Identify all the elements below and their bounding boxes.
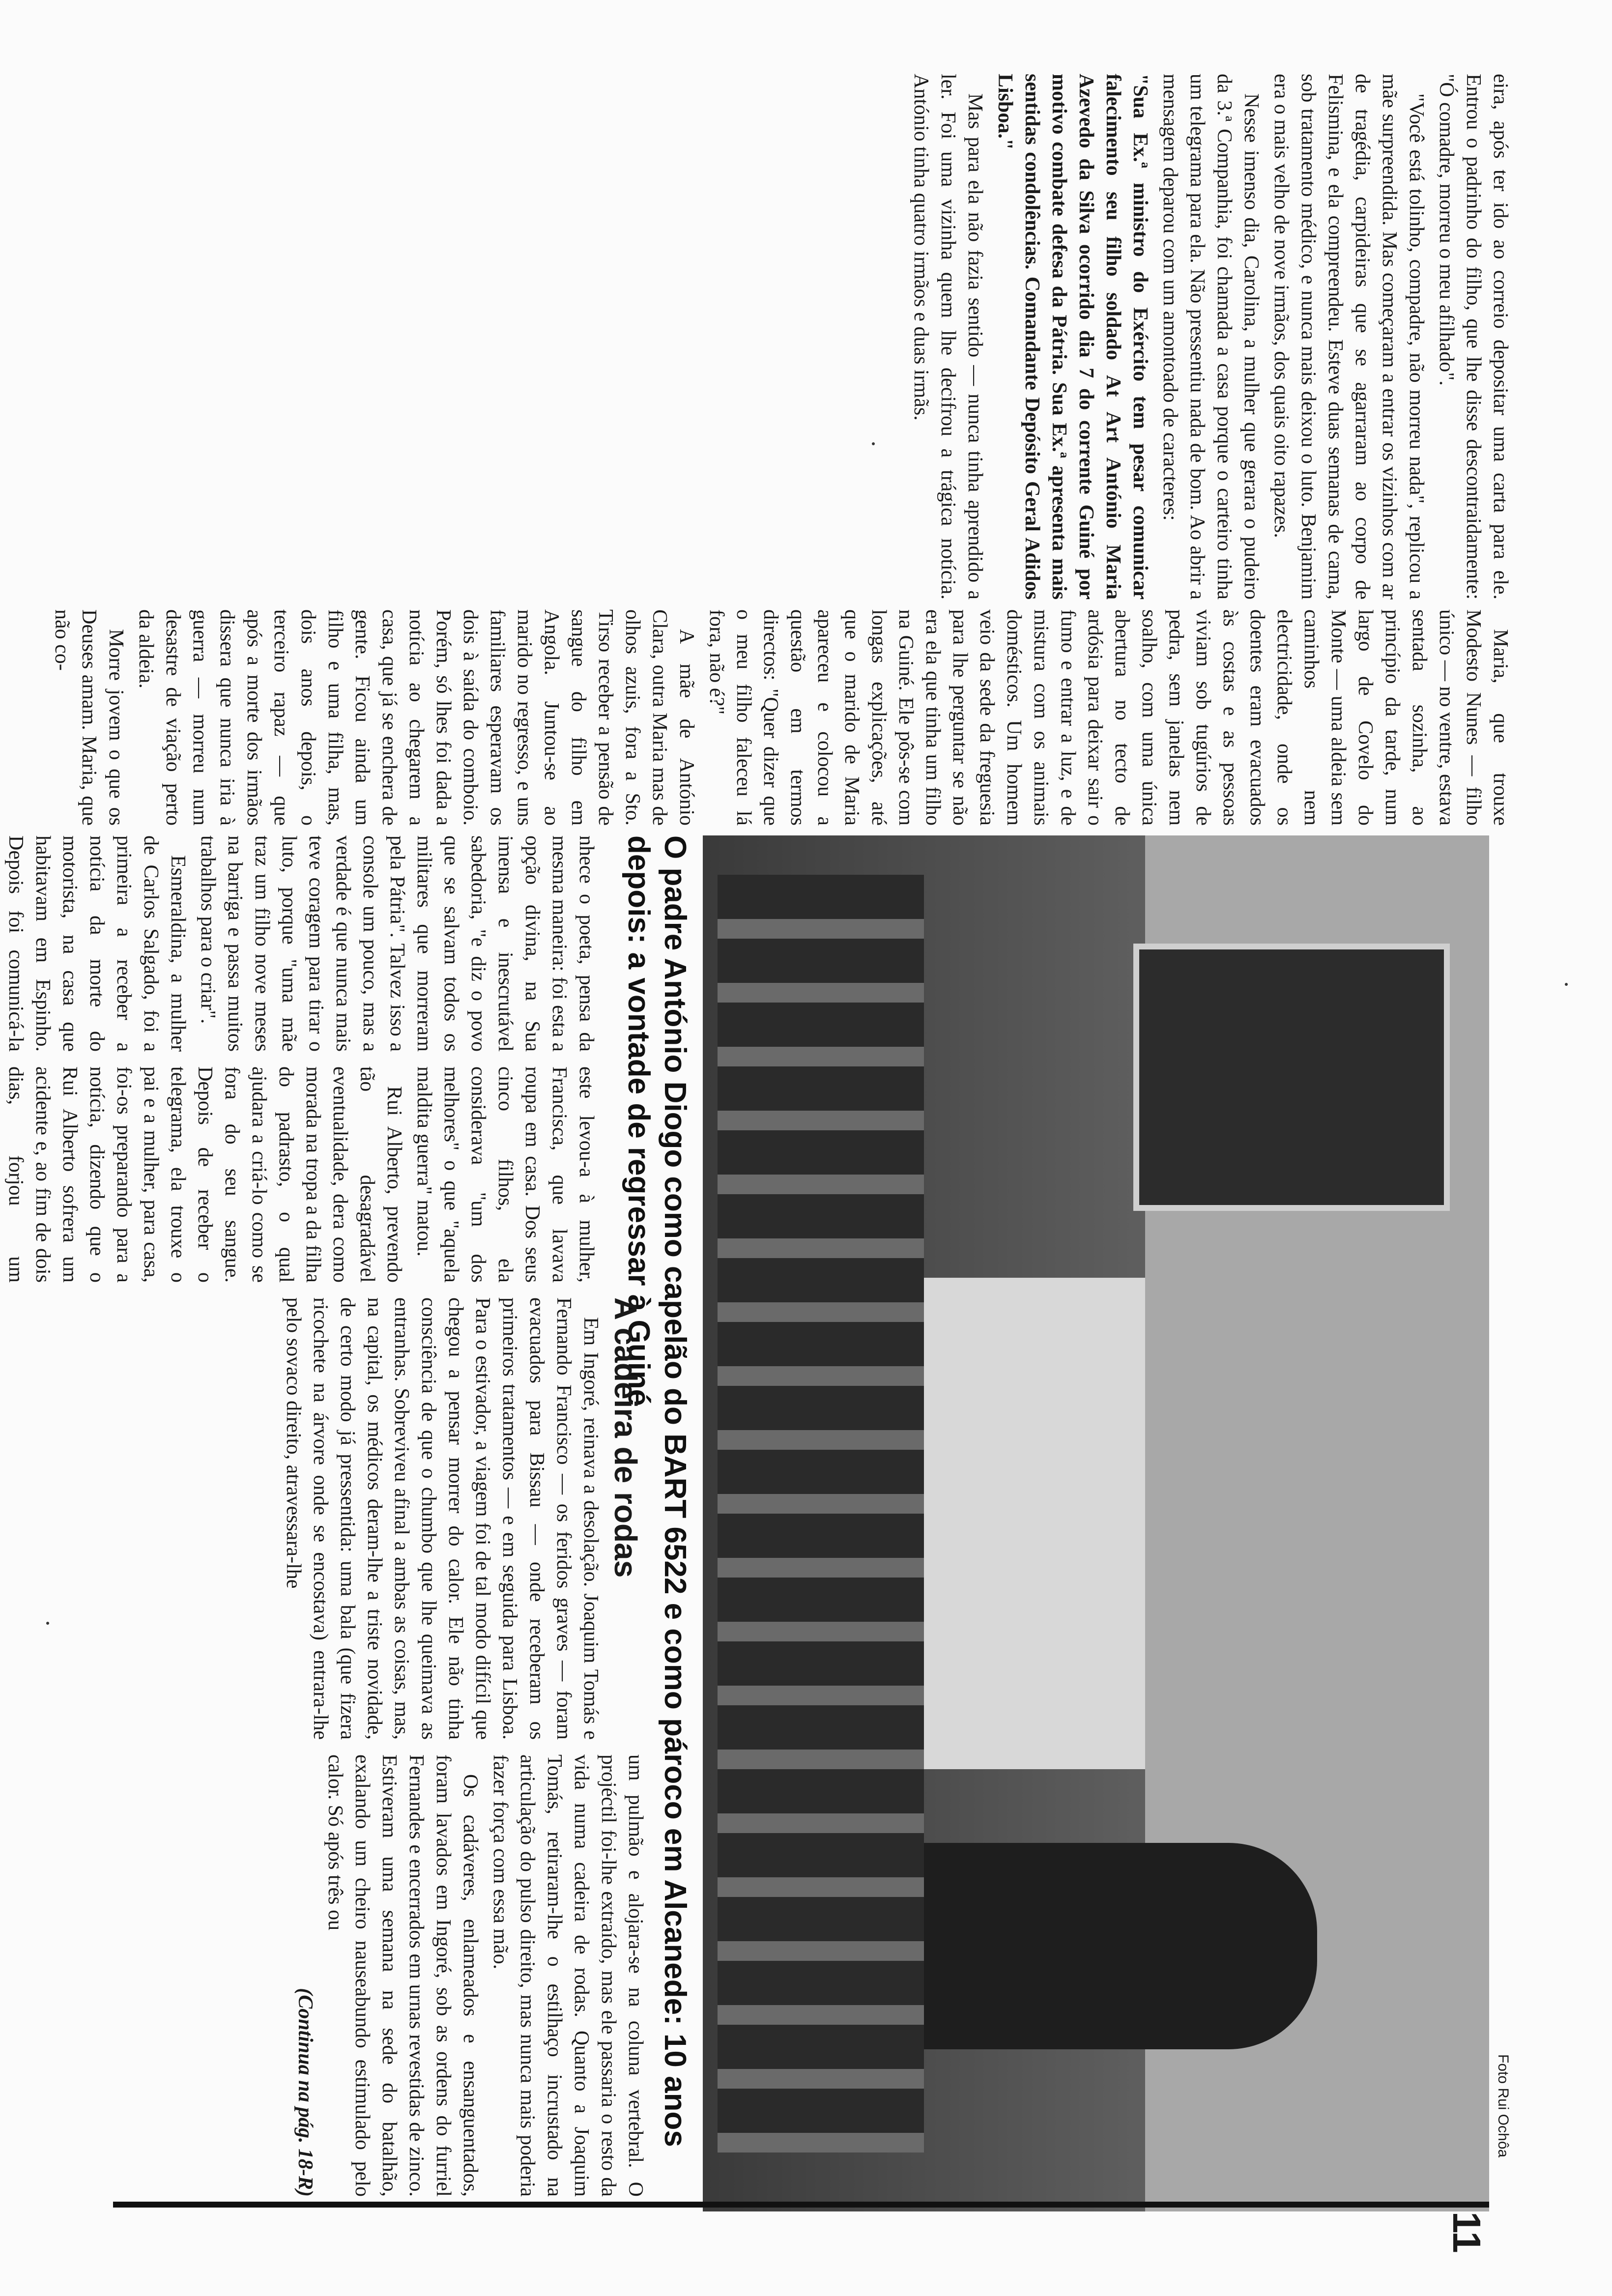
paragraph: este levou-a à mulher, Francisca, que lavava roupa em casa. Dos seus cinco filhos, ela considerava "um dos melhores" o que "aquela maldita guerra" matou. — [413, 1066, 598, 1283]
text-column-5 — [59, 1297, 649, 1740]
text-column-1 — [64, 74, 1514, 600]
church-window — [1133, 944, 1450, 1211]
text-column-3 — [4, 835, 600, 1052]
continued-note: (Continua na pág. 18-R) — [294, 1988, 317, 2197]
paragraph: Em Ingoré, reinava a desolação. Joaquim Tomás e Fernando Francisco — os feridos graves — foram evacuados para Bissau — onde receberam os primeiros tratamentos — e em seguida para Lisboa. Para o estivador, a viagem foi de tal modo difícil que chegou a pensar morrer do calor. Ele não tinha consciência de que o chumbo que lhe queimava as entranhas. Sobreviveu afinal a ambas as coisas, mas, na capital, os médicos deram-lhe a triste novidade, de certo modo já pressentida: uma bala (que fizera ricochete na árvore onde se encostava) entrara-lhe pelo sovaco direito, atravessara-lhe — [282, 1297, 602, 1740]
paragraph: A mãe de António Clara, outra Maria mas de olhos azuis, fora a Sto. Tirso receber a pensão de sangue do filho em Angola. Juntou-se ao marido no regresso, e uns familiares esperavam os dois à saída do comboio. Porém, só lhes foi dada a notícia ao chegarem a casa, que já se enchera de gente. Ficou ainda um filho e uma filha, mas, dois anos depois, o terceiro rapaz — que após a morte dos irmãos dissera que nunca iria à guerra — morreu num desastre de viação perto da aldeia. — [135, 609, 698, 826]
telegram-quote: "Sua Ex.ª ministro do Exército tem pesar comunicar falecimento seu filho soldado At Art António Maria Azevedo da Silva ocorrido dia 7 do corrente Guiné por motivo combate defesa da Pátria. Sua Ex.ª apresenta mais sentidas condolências. Comandante Depósito Geral Adidos Lisboa." — [994, 74, 1151, 600]
scan-speck — [1565, 983, 1568, 986]
paragraph: Mas para ela não fazia sentido — nunca tinha aprendido a ler. Foi uma vizinha quem lhe decifrou a trágica notícia. António tinha quatro irmãos e duas irmãs. — [910, 74, 986, 600]
scan-speck — [46, 1622, 49, 1625]
congregation — [718, 875, 924, 2152]
paragraph: nhece o poeta, pensa da mesma maneira: foi esta a opção divina, na Sua imensa e inescrutável sabedoria, "e diz o povo que se salvam todos os militares que morreram pela Pátria". Talvez isso a console um pouco, mas a verdade é que nunca mais teve coragem para tirar o luto, porque "uma mãe traz um filho nove meses na barriga e passa muitos trabalhos para o criar". — [197, 835, 598, 1052]
page-number: 11 — [1445, 2211, 1489, 2253]
paragraph: "Você está tolinho, compadre, não morreu nada", replicou a mãe surpreendida. Mas começaram a entrar os vizinhos com ar de tragédia, carpideiras que se agarraram ao corpo de Felismina, e ela compreendeu. Esteve duas semanas de cama, sob tratamento médico, e nunca mais deixou o luto. Benjamim era o mais velho de nove irmãos, dos quais oito rapazes. — [1270, 74, 1428, 600]
paragraph: Esmeraldina, a mulher de Carlos Salgado, foi a primeira a receber a notícia da morte do motorista, na casa que habitavam em Espinho. Depois foi comunicá-la — [4, 835, 189, 1052]
photo-caption-headline: O padre António Diogo como capelão do BART 6522 e como pároco em Alcanede: 10 anos depois: a vontade de regressar à Guiné — [622, 835, 692, 2147]
paragraph: Morre jovem o que os Deuses amam. Maria, que não co- — [51, 609, 127, 826]
scan-speck — [872, 442, 875, 445]
column-rule — [113, 2202, 1489, 2208]
paragraph: Nesse imenso dia, Carolina, a mulher que gerara o pudeiro da 3.ª Companhia, foi chamada a casa porque o carteiro tinha um telegrama para ela. Não pressentiu nada de bom. Ao abrir a mensagem deparou com um amontoado de caracteres: — [1159, 74, 1263, 600]
paragraph: Maria, que trouxe Modesto Nunes — filho único — no ventre, estava sentada sozinha, ao princípio da tarde, num largo de Covelo do Monte — uma aldeia sem caminhos nem electricidade, onde os doentes eram evacuados às costas e as pessoas viviam sob tugúrios de pedra, sem janelas nem soalho, com uma única abertura no tecto de ardósia para deixar sair o fumo e entrar a luz, e de mistura com os animais domésticos. Um homem veio da sede da freguesia para lhe perguntar se não era ela que tinha um filho na Guiné. Ele pôs-se com longas explicações, até que o marido de Maria apareceu e colocou a questão em termos directos: "Quer dizer que o meu filho faleceu lá fora, não é?" — [705, 609, 1512, 826]
text-column-2 — [51, 609, 1514, 826]
text-column-4 — [4, 1066, 600, 1283]
text-column-6 — [59, 1754, 649, 2197]
altar — [890, 1278, 1145, 1769]
section-subheading: A cadeira de rodas — [608, 1297, 643, 1578]
paragraph: eira, após ter ido ao correio depositar uma carta para ele. Entrou o padrinho do filho, que lhe disse descontraidamente: "Ó comadre, morreu o meu afilhado". — [1435, 74, 1512, 600]
paragraph: Rui Alberto, prevendo tão desagradável eventualidade, dera como morada na tropa a da filha do padrasto, o qual ajudara a criá-lo como se fora do seu sangue. Depois de receber o telegrama, ela trouxe o pai e a mulher, para casa, foi-os preparando para a notícia, dizendo que o Rui Alberto sofrera um acidente e, ao fim de dois dias, forjou um — [4, 1066, 405, 1283]
church-photo — [703, 835, 1489, 2211]
paragraph: Os cadáveres, enlameados e ensanguentados, foram lavados em Ingoré, sob as ordens do furriel Fernandes e encerrados em urnas revestidas de zinco. Estiveram uma semana na sede do batalhão, exalando um cheiro nauseabundo estimulado pelo calor. Só após três ou — [324, 1754, 482, 2197]
paragraph: um pulmão e alojara-se na coluna vertebral. O projéctil foi-lhe extraído, mas ele passaria o resto da vida numa cadeira de rodas. Quanto a Joaquim Tomás, retiraram-lhe o estilhaço incrustado na articulação do pulso direito, mas nunca mais poderia fazer força com essa mão. — [489, 1754, 647, 2197]
photo-credit: Foto Rui Ochôa — [1495, 2054, 1511, 2158]
